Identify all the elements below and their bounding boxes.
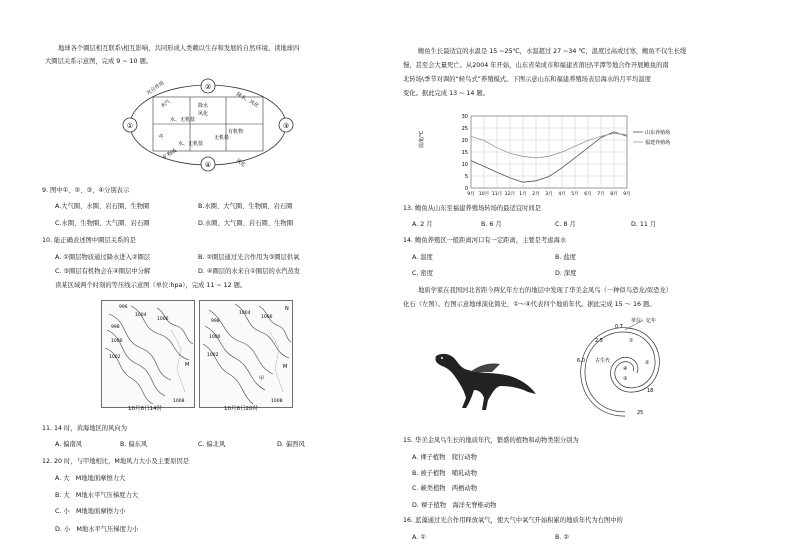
q13-option-b[interactable]: B. 6 月 bbox=[481, 221, 502, 228]
isobar-label-1006: 1006 bbox=[157, 317, 169, 322]
svg-text:③: ③ bbox=[282, 122, 290, 130]
q11-option-a[interactable]: A. 偏南风 bbox=[55, 441, 83, 448]
chart-ytick: 20 bbox=[461, 137, 468, 144]
svg-text:①: ① bbox=[126, 122, 134, 130]
isobar-label-1004: 1004 bbox=[135, 313, 147, 318]
q16-option-b[interactable]: B. ② bbox=[555, 534, 569, 541]
chart-xtick: 8月 bbox=[610, 192, 618, 197]
map-caption-20h: 10月8日20时 bbox=[224, 406, 258, 412]
isobar-map-20h bbox=[199, 300, 293, 408]
map-marker-m-b: M bbox=[283, 364, 288, 370]
isobar-label-1004-b: 1004 bbox=[239, 311, 251, 316]
chart-ytick: 30 bbox=[461, 113, 468, 120]
isobar-label-998: 998 bbox=[111, 325, 120, 330]
q12-option-a[interactable]: A. 大 M地地面摩擦力大 bbox=[55, 475, 126, 482]
q12-option-b[interactable]: B. 大 M地水平气压梯度力大 bbox=[55, 492, 139, 499]
spiral-tick-0.7: 0.7 bbox=[615, 324, 623, 330]
chart-ylabel: 温度/℃ bbox=[419, 130, 425, 148]
q10-stem: 10. 能正确表述图中圈层关系的是 bbox=[42, 237, 136, 244]
q9-option-d[interactable]: D.水圈、大气圈、岩石圈、生物圈 bbox=[198, 220, 294, 227]
chart-xtick: 4月 bbox=[558, 192, 566, 197]
q11-option-b[interactable]: B. 偏东风 bbox=[120, 441, 148, 448]
isobar-label-1008: 1008 bbox=[173, 399, 185, 404]
isobar-label-1008-b: 1008 bbox=[271, 399, 283, 404]
spiral-tick-25: 25 bbox=[637, 410, 644, 416]
chart-xtick: 11月 bbox=[491, 192, 503, 197]
label-fenghua: 风化 bbox=[198, 111, 209, 117]
spiral-num-4: ④ bbox=[623, 366, 628, 372]
spiral-num-1: ① bbox=[629, 338, 634, 344]
chart-xtick: 5月 bbox=[571, 192, 579, 197]
isobar-map-14h bbox=[101, 300, 195, 408]
chart-xtick: 7月 bbox=[597, 192, 605, 197]
label-jiangshui-fenghua: 降水、风化 bbox=[235, 91, 260, 110]
q12-option-d[interactable]: D. 小 M地水平气压梯度力小 bbox=[55, 526, 139, 533]
map-caption-14h: 10月8日14时 bbox=[128, 406, 162, 412]
intro-13-14-line4: 变化。据此完成 13 ~ 14 题。 bbox=[403, 90, 489, 97]
chart-ytick: 5 bbox=[464, 173, 468, 180]
q14-option-b[interactable]: B. 盐度 bbox=[555, 254, 576, 261]
q15-option-c[interactable]: C. 蕨类植物 两栖动物 bbox=[412, 485, 478, 492]
intro-9-10-line2: 大圈层关系示意图，完成 9 ~ 10 题。 bbox=[45, 58, 153, 65]
chart-xtick: 6月 bbox=[584, 192, 592, 197]
q14-option-c[interactable]: C. 密度 bbox=[412, 270, 433, 277]
q13-option-a[interactable]: A. 2 月 bbox=[412, 221, 433, 228]
isobar-label-1002: 1002 bbox=[109, 355, 121, 360]
spiral-tick-6.0: 6.0 bbox=[577, 358, 585, 364]
chart-xtick: 3月 bbox=[545, 192, 553, 197]
label-shuiqi: 水汽 bbox=[159, 98, 172, 110]
svg-text:②: ② bbox=[204, 83, 212, 91]
intro-13-14-line2: 慢，甚至会大量死亡。从2004 年开始，山东省荣成市和福建省莆田\平潭等地合作开展鲍鱼的南 bbox=[403, 62, 669, 69]
q9-option-b[interactable]: B.水圈、大气圈、生物圈、岩石圈 bbox=[198, 203, 293, 210]
isobar-label-996: 996 bbox=[119, 305, 128, 310]
q14-stem: 14. 鲍鱼养殖区一般距离河口有一定距离，主要是考虑海水 bbox=[403, 237, 567, 244]
q15-option-d[interactable]: D. 裸子植物 海洋无脊椎动物 bbox=[412, 502, 497, 509]
q13-stem: 13. 鲍鱼从山东至福建养殖场转场的最适宜时间是 bbox=[403, 205, 541, 212]
q11-option-c[interactable]: C. 偏北风 bbox=[198, 441, 226, 448]
temperature-chart bbox=[419, 108, 709, 200]
q14-option-a[interactable]: A. 温度 bbox=[412, 254, 433, 261]
label-wujiyan: 无机盐 bbox=[214, 135, 230, 141]
spiral-tick-18: 18 bbox=[647, 388, 654, 394]
isobar-label-1006-b: 1006 bbox=[261, 315, 273, 320]
isobar-label-998-b: 998 bbox=[211, 319, 220, 324]
chart-xtick: 10月 bbox=[478, 192, 490, 197]
sphere-circle-3 bbox=[279, 118, 293, 132]
q13-option-c[interactable]: C. 8 月 bbox=[555, 221, 576, 228]
chart-xtick: 9月 bbox=[623, 192, 631, 197]
label-youjiwu: 有机物 bbox=[228, 129, 244, 135]
q16-stem: 16. 蓝藻通过光合作用释放氧气，使大气中氧气开始积累的地质年代为右图中的 bbox=[403, 517, 623, 524]
north-arrow-n: N bbox=[285, 306, 289, 312]
q9-option-c[interactable]: C.水圈、生物圈、大气圈、岩石圈 bbox=[55, 220, 150, 227]
label-shui: 水 bbox=[156, 132, 165, 141]
intro-9-10-line1: 地球各个圈层相互联系\相互影响，共同形成人类赖以生存和发展的自然环境。读地球四 bbox=[58, 45, 300, 52]
chart-ytick: 0 bbox=[464, 185, 468, 192]
chart-xtick: 1月 bbox=[519, 192, 527, 197]
legend-shandong: 山东养殖场 bbox=[645, 130, 671, 136]
q15-stem: 15. 华美金凤鸟生长的地质年代，繁盛的植物和动物类别分别为 bbox=[403, 437, 579, 444]
intro-11-12: 读某区域两个时刻的等压线示意图（单位:hpa），完成 11 ~ 12 题。 bbox=[55, 282, 247, 289]
q14-option-d[interactable]: D. 深度 bbox=[555, 270, 577, 277]
spiral-unit: 单位：亿年 bbox=[631, 318, 657, 324]
label-jiangshui: 降水 bbox=[198, 103, 209, 109]
dinosaur-fossil-illustration bbox=[430, 342, 540, 412]
legend-fujian: 福建养殖场 bbox=[645, 140, 671, 146]
chart-xtick: 9月 bbox=[467, 192, 475, 197]
q11-stem: 11. 14 时，黄海地区的风向为 bbox=[42, 425, 127, 432]
chart-ytick: 10 bbox=[461, 161, 468, 168]
label-feng: 风化 bbox=[234, 157, 247, 169]
sphere-circle-2 bbox=[201, 79, 215, 93]
intro-13-14-line3: 北转场\季节对调的“候鸟式”养殖模式。下图示意山东和福建养殖场表层海水的月平均温度 bbox=[403, 76, 651, 83]
sphere-circle-4 bbox=[201, 157, 215, 171]
four-spheres-diagram bbox=[118, 75, 298, 175]
q9-stem: 9. 图中①、②、③、④分别表示 bbox=[42, 187, 130, 194]
intro-15-16-line2: 化石（左图）。右图示意地球演化简史，①～④代表四个地质年代。据此完成 15 ～ 16 题。 bbox=[403, 301, 656, 308]
q15-option-a[interactable]: A. 裸子植物 爬行动物 bbox=[412, 454, 477, 461]
map-marker-m: M bbox=[185, 362, 190, 368]
chart-ytick: 15 bbox=[461, 149, 468, 156]
isobar-label-1000: 1000 bbox=[111, 339, 123, 344]
spiral-tick-2.5: 2.5 bbox=[595, 338, 603, 344]
spiral-era-label: 古生代 bbox=[595, 358, 611, 364]
q12-option-c[interactable]: C. 小 M地地面摩擦力小 bbox=[55, 508, 126, 515]
spiral-num-2: ② bbox=[645, 360, 650, 366]
q13-option-d[interactable]: D. 11 月 bbox=[631, 221, 657, 228]
intro-13-14-line1: 鲍鱼生长最适宜的水温是 15 ~25℃，水温超过 27 ~34 ℃，温度过高或过寒，鲍鱼不仅生长缓 bbox=[418, 48, 687, 55]
map-marker-jia: 甲 bbox=[259, 376, 265, 382]
intro-15-16-line1: 地质学家在我国河北省距今两亿年左右的地层中发现了华美金凤鸟（一种似鸟恐龙/似恐龙） bbox=[418, 287, 672, 294]
q16-option-a[interactable]: A. ① bbox=[412, 534, 426, 541]
q15-option-b[interactable]: B. 被子植物 哺乳动物 bbox=[412, 470, 477, 477]
label-kuangwu: 矿物质 bbox=[162, 148, 179, 161]
label-guanghe: 光合作用 bbox=[145, 80, 166, 97]
q10-option-c[interactable]: C. ③圈层有机物会在④圈层中分解 bbox=[55, 268, 151, 275]
isobar-label-1002-b: 1002 bbox=[207, 353, 219, 358]
isobar-label-1000-b: 1000 bbox=[209, 335, 221, 340]
q11-option-d[interactable]: D. 偏西风 bbox=[277, 441, 305, 448]
svg-text:④: ④ bbox=[204, 161, 212, 169]
q10-option-b[interactable]: B. ②圈层通过光合作用为③圈层供氧 bbox=[198, 254, 300, 261]
geologic-spiral-diagram bbox=[575, 318, 675, 418]
q10-option-a[interactable]: A. ①圈层物质通过降水进入②圈层 bbox=[55, 254, 151, 261]
q12-stem: 12. 20 时，与甲地相比，M地风力大小及主要原因是 bbox=[42, 458, 190, 465]
chart-xtick: 12月 bbox=[504, 192, 516, 197]
label-shui-wuji2: 水、无机盐 bbox=[178, 141, 204, 147]
q9-option-a[interactable]: A.大气圈、水圈、岩石圈、生物圈 bbox=[55, 203, 150, 210]
label-shui-wuji: 水、无机盐 bbox=[170, 117, 196, 123]
chart-xtick: 2月 bbox=[532, 192, 540, 197]
sphere-circle-1 bbox=[123, 118, 137, 132]
spiral-num-3: ③ bbox=[623, 376, 628, 382]
q10-option-d[interactable]: D. ④圈层的水来自①圈层的水汽蒸发 bbox=[198, 268, 301, 275]
chart-ytick: 25 bbox=[461, 125, 468, 132]
